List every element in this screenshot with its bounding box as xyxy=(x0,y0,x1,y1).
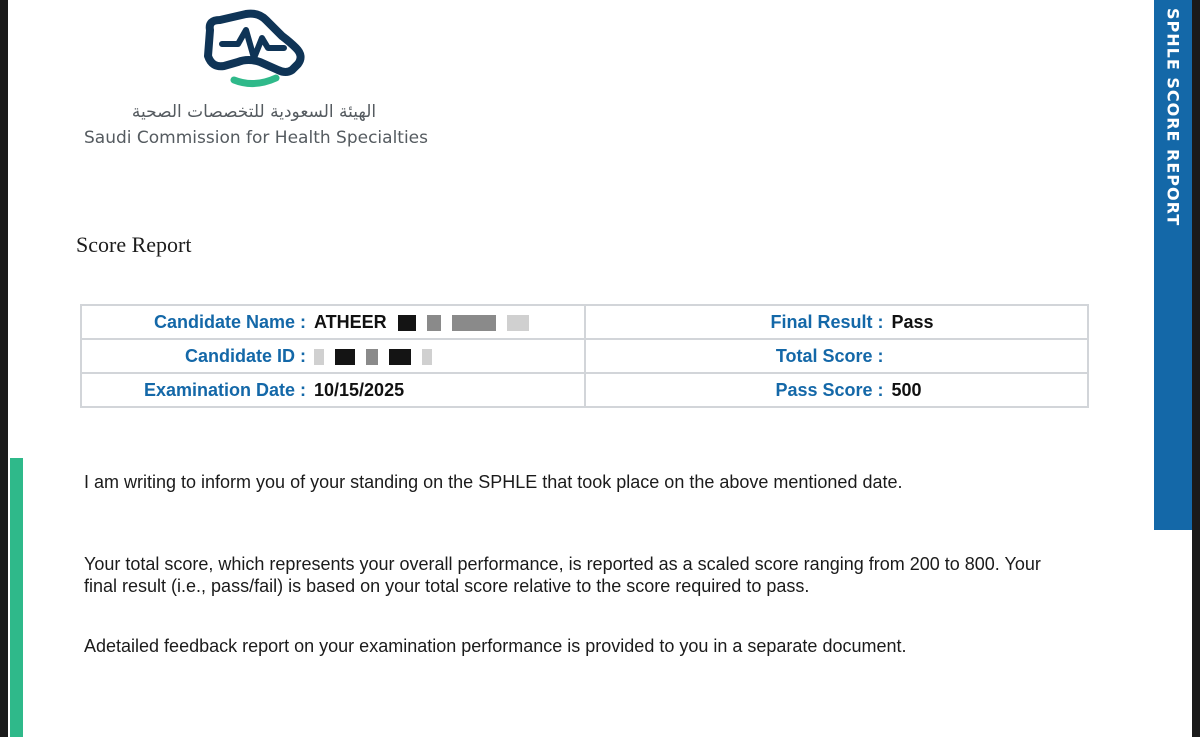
candidate-id-cell xyxy=(81,339,585,373)
redaction-mark xyxy=(452,315,496,331)
candidate-name-text: ATHEER xyxy=(314,311,387,332)
final-result-cell xyxy=(585,305,1089,339)
pass-score-value: 500 xyxy=(891,379,922,400)
redaction-mark xyxy=(389,349,411,365)
feedback-paragraph: Adetailed feedback report on your examination performance is provided to you in a separate document. xyxy=(84,636,907,656)
candidate-info-table xyxy=(80,304,1089,408)
pass-score-cell xyxy=(585,373,1089,407)
redaction-mark xyxy=(398,315,416,331)
org-name-arabic: الهيئة السعودية للتخصصات الصحية xyxy=(131,102,377,122)
final-result-value: Pass xyxy=(891,311,934,332)
candidate-name-label: Candidate Name : xyxy=(153,311,306,332)
redaction-mark xyxy=(507,315,529,331)
side-banner xyxy=(1154,0,1192,530)
redaction-mark xyxy=(422,349,432,365)
candidate-id-value xyxy=(314,346,432,367)
heartbeat-map-logo-icon xyxy=(198,8,308,96)
redaction-mark xyxy=(366,349,378,365)
redaction-mark xyxy=(427,315,441,331)
candidate-id-label: Candidate ID : xyxy=(184,345,306,366)
score-report-page xyxy=(8,0,1192,737)
green-accent-bar xyxy=(10,458,23,737)
examination-date-value: 10/15/2025 xyxy=(314,379,405,400)
redaction-mark xyxy=(335,349,355,365)
scoring-paragraph: Your total score, which represents your overall performance, is reported as a scaled score ranging from 200 to 800. Your final result (i.e., pass/fail) is based on your total score relative to the score required to pass. xyxy=(84,554,1041,596)
table-row xyxy=(81,373,1088,407)
total-score-cell xyxy=(585,339,1089,373)
final-result-label: Final Result : xyxy=(770,311,884,332)
total-score-label: Total Score : xyxy=(775,345,884,366)
candidate-name-value xyxy=(314,312,529,333)
table-row xyxy=(81,339,1088,373)
table-row xyxy=(81,305,1088,339)
examination-date-cell xyxy=(81,373,585,407)
examination-date-label: Examination Date : xyxy=(143,379,306,400)
report-title: Score Report xyxy=(76,232,192,257)
standing-paragraph: I am writing to inform you of your standing on the SPHLE that took place on the above mentioned date. xyxy=(84,472,903,492)
side-banner-text: SPHLE SCORE REPORT xyxy=(1163,8,1183,227)
org-name-english: Saudi Commission for Health Specialties xyxy=(84,128,428,148)
redaction-mark xyxy=(314,349,324,365)
candidate-name-cell xyxy=(81,305,585,339)
pass-score-label: Pass Score : xyxy=(775,379,884,400)
